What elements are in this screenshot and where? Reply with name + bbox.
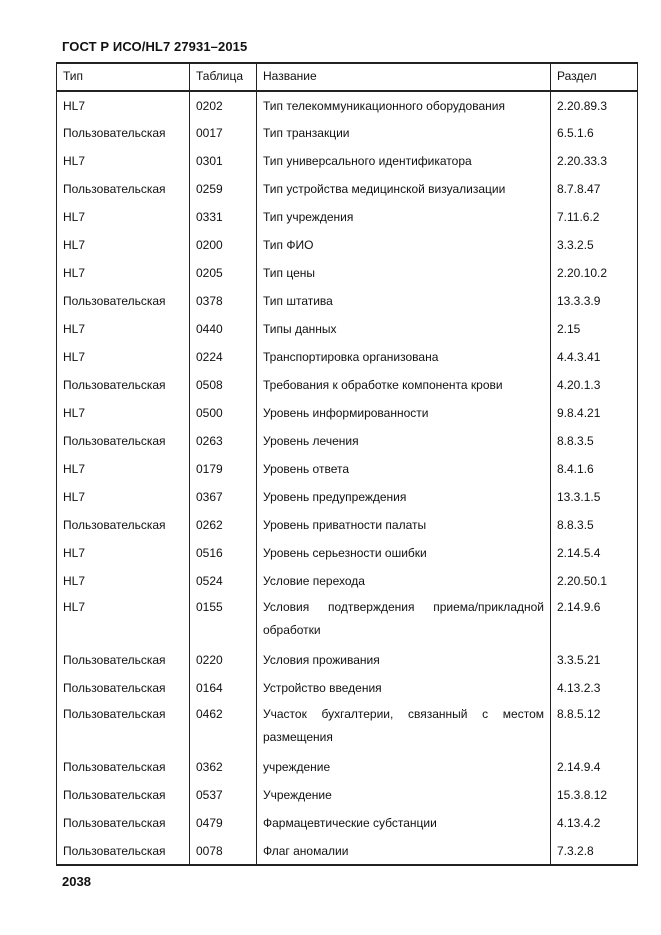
cell-section: 15.3.8.12 xyxy=(551,781,638,809)
cell-table-code: 0378 xyxy=(190,287,257,315)
cell-table-code: 0479 xyxy=(190,809,257,837)
table-row xyxy=(57,371,638,399)
cell-name: Уровень лечения xyxy=(257,427,551,455)
table-row xyxy=(57,119,638,147)
cell-type: HL7 xyxy=(57,315,190,343)
table-row xyxy=(57,427,638,455)
cell-name: Транспортировка организована xyxy=(257,343,551,371)
cell-table-code: 0440 xyxy=(190,315,257,343)
cell-table-code: 0224 xyxy=(190,343,257,371)
cell-section: 2.14.9.4 xyxy=(551,753,638,781)
cell-table-code: 0524 xyxy=(190,567,257,595)
cell-name: Условие перехода xyxy=(257,567,551,595)
cell-type: Пользовательская xyxy=(57,287,190,315)
cell-type: Пользовательская xyxy=(57,427,190,455)
column-header-type: Тип xyxy=(57,63,190,91)
cell-table-code: 0164 xyxy=(190,674,257,702)
table-row xyxy=(57,646,638,674)
table-row xyxy=(57,809,638,837)
cell-table-code: 0263 xyxy=(190,427,257,455)
cell-name: Уровень серьезности ошибки xyxy=(257,539,551,567)
cell-type: HL7 xyxy=(57,231,190,259)
cell-type: Пользовательская xyxy=(57,371,190,399)
table-row xyxy=(57,483,638,511)
cell-section: 2.20.89.3 xyxy=(551,91,638,119)
cell-type: Пользовательская xyxy=(57,511,190,539)
column-header-section: Раздел xyxy=(551,63,638,91)
cell-name: Фармацевтические субстанции xyxy=(257,809,551,837)
document-header: ГОСТ Р ИСО/HL7 27931–2015 xyxy=(62,39,248,54)
cell-name: Условия проживания xyxy=(257,646,551,674)
cell-name: Типы данных xyxy=(257,315,551,343)
cell-section: 8.8.3.5 xyxy=(551,511,638,539)
table-row xyxy=(57,567,638,595)
cell-type: Пользовательская xyxy=(57,674,190,702)
cell-name: Флаг аномалии xyxy=(257,837,551,865)
cell-name: Уровень приватности палаты xyxy=(257,511,551,539)
table-row xyxy=(57,674,638,702)
cell-type: HL7 xyxy=(57,203,190,231)
cell-type: HL7 xyxy=(57,259,190,287)
table-row xyxy=(57,91,638,119)
cell-table-code: 0500 xyxy=(190,399,257,427)
cell-section: 3.3.2.5 xyxy=(551,231,638,259)
table-row xyxy=(57,231,638,259)
cell-section: 2.15 xyxy=(551,315,638,343)
table-row xyxy=(57,781,638,809)
cell-table-code: 0537 xyxy=(190,781,257,809)
cell-type: Пользовательская xyxy=(57,119,190,147)
cell-section: 8.7.8.47 xyxy=(551,175,638,203)
cell-table-code: 0200 xyxy=(190,231,257,259)
column-header-table: Таблица xyxy=(190,63,257,91)
cell-type: Пользовательская xyxy=(57,646,190,674)
cell-name: Тип учреждения xyxy=(257,203,551,231)
cell-table-code: 0078 xyxy=(190,837,257,865)
table-row xyxy=(57,455,638,483)
cell-section: 4.13.4.2 xyxy=(551,809,638,837)
cell-section: 4.20.1.3 xyxy=(551,371,638,399)
cell-name: учреждение xyxy=(257,753,551,781)
cell-table-code: 0508 xyxy=(190,371,257,399)
table-row xyxy=(57,203,638,231)
cell-section: 2.20.50.1 xyxy=(551,567,638,595)
table-body xyxy=(57,91,638,865)
cell-name: Учреждение xyxy=(257,781,551,809)
cell-type: HL7 xyxy=(57,539,190,567)
table-row xyxy=(57,511,638,539)
table-row xyxy=(57,175,638,203)
table-row xyxy=(57,837,638,865)
cell-type: HL7 xyxy=(57,91,190,119)
table-row xyxy=(57,287,638,315)
cell-name: Тип транзакции xyxy=(257,119,551,147)
table-row xyxy=(57,343,638,371)
cell-name: Тип устройства медицинской визуализации xyxy=(257,175,551,203)
cell-section: 2.20.33.3 xyxy=(551,147,638,175)
cell-section: 4.13.2.3 xyxy=(551,674,638,702)
cell-section: 2.20.10.2 xyxy=(551,259,638,287)
cell-name: Тип ФИО xyxy=(257,231,551,259)
cell-type: Пользовательская xyxy=(57,175,190,203)
cell-table-code: 0331 xyxy=(190,203,257,231)
cell-section: 13.3.3.9 xyxy=(551,287,638,315)
cell-type: Пользовательская xyxy=(57,753,190,781)
cell-type: Пользовательская xyxy=(57,837,190,865)
cell-type: HL7 xyxy=(57,343,190,371)
cell-section: 2.14.5.4 xyxy=(551,539,638,567)
cell-table-code: 0301 xyxy=(190,147,257,175)
cell-section: 7.11.6.2 xyxy=(551,203,638,231)
cell-name: Уровень ответа xyxy=(257,455,551,483)
cell-name: Тип универсального идентификатора xyxy=(257,147,551,175)
cell-section: 9.8.4.21 xyxy=(551,399,638,427)
cell-table-code: 0179 xyxy=(190,455,257,483)
cell-section: 8.4.1.6 xyxy=(551,455,638,483)
cell-table-code: 0516 xyxy=(190,539,257,567)
cell-table-code: 0205 xyxy=(190,259,257,287)
cell-table-code: 0262 xyxy=(190,511,257,539)
table-row xyxy=(57,147,638,175)
table-row xyxy=(57,595,638,646)
cell-section: 3.3.5.21 xyxy=(551,646,638,674)
cell-type: HL7 xyxy=(57,567,190,595)
column-header-name: Название xyxy=(257,63,551,91)
cell-name: Уровень предупреждения xyxy=(257,483,551,511)
cell-table-code: 0202 xyxy=(190,91,257,119)
cell-name: Тип штатива xyxy=(257,287,551,315)
cell-type: HL7 xyxy=(57,147,190,175)
page-number: 2038 xyxy=(62,874,91,889)
cell-name: Уровень информированности xyxy=(257,399,551,427)
cell-name: Участок бухгалтерии, связанный с местом размещения xyxy=(257,702,551,753)
cell-table-code: 0017 xyxy=(190,119,257,147)
cell-section: 6.5.1.6 xyxy=(551,119,638,147)
table-header-row xyxy=(57,63,638,91)
cell-table-code: 0155 xyxy=(190,595,257,646)
cell-type: HL7 xyxy=(57,483,190,511)
cell-type: HL7 xyxy=(57,455,190,483)
cell-type: HL7 xyxy=(57,399,190,427)
cell-section: 4.4.3.41 xyxy=(551,343,638,371)
cell-section: 7.3.2.8 xyxy=(551,837,638,865)
cell-table-code: 0367 xyxy=(190,483,257,511)
cell-table-code: 0362 xyxy=(190,753,257,781)
table-row xyxy=(57,399,638,427)
cell-section: 2.14.9.6 xyxy=(551,595,638,646)
cell-name: Условия подтверждения приема/прикладной обработки xyxy=(257,595,551,646)
cell-type: Пользовательская xyxy=(57,702,190,753)
cell-table-code: 0220 xyxy=(190,646,257,674)
cell-section: 8.8.3.5 xyxy=(551,427,638,455)
cell-type: HL7 xyxy=(57,595,190,646)
table-row xyxy=(57,315,638,343)
cell-name: Тип телекоммуникационного оборудования xyxy=(257,91,551,119)
cell-name: Требования к обработке компонента крови xyxy=(257,371,551,399)
reference-table xyxy=(56,62,638,866)
table-row xyxy=(57,753,638,781)
table-row xyxy=(57,702,638,753)
cell-name: Устройство введения xyxy=(257,674,551,702)
table-row xyxy=(57,259,638,287)
table-row xyxy=(57,539,638,567)
cell-type: Пользовательская xyxy=(57,781,190,809)
cell-name: Тип цены xyxy=(257,259,551,287)
cell-section: 8.8.5.12 xyxy=(551,702,638,753)
cell-table-code: 0259 xyxy=(190,175,257,203)
cell-section: 13.3.1.5 xyxy=(551,483,638,511)
cell-type: Пользовательская xyxy=(57,809,190,837)
cell-table-code: 0462 xyxy=(190,702,257,753)
